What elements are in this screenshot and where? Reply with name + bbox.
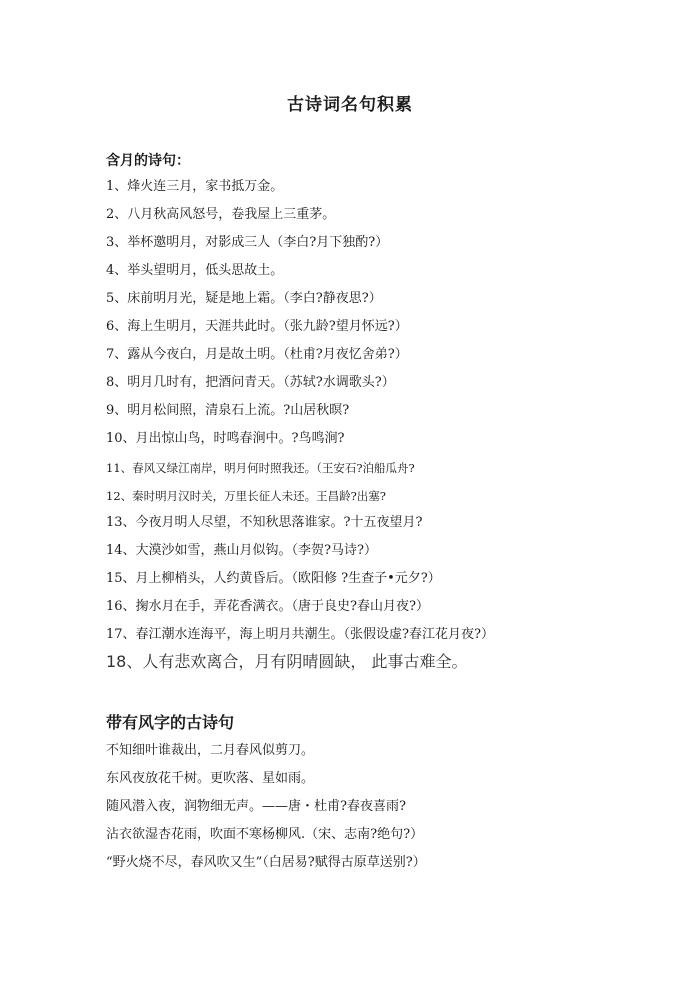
poem-line: 15、月上柳梢头，人约黄昏后。（欧阳修 ?生查子•元夕?）	[106, 571, 441, 586]
poem-line: 东风夜放花千树。更吹落、星如雨。	[106, 771, 315, 786]
poem-line: 5、床前明月光，疑是地上霜。（李白?静夜思?）	[106, 291, 382, 306]
poem-line: 16、掬水月在手，弄花香满衣。（唐于良史?春山月夜?）	[106, 599, 429, 614]
poem-line: 8、明月几时有，把酒问青天。（苏轼?水调歌头?）	[106, 375, 395, 390]
poem-line: 7、露从今夜白，月是故土明。（杜甫?月夜忆舍弟?）	[106, 347, 408, 362]
poem-line: 随风潜入夜，润物细无声。——唐・杜甫?春夜喜雨?	[106, 799, 406, 814]
poem-line: 11、春风又绿江南岸，明月何时照我还。（王安石?泊船瓜舟?	[106, 461, 415, 475]
poem-line: 2、八月秋高风怒号，卷我屋上三重茅。	[106, 207, 336, 222]
poem-line: 沾衣欲湿杏花雨，吹面不寒杨柳风.（宋、志南?绝句?）	[106, 827, 424, 842]
poem-line: 17、春江潮水连海平，海上明月共潮生。（张假设虚?春江花月夜?）	[106, 627, 494, 642]
poem-line: 不知细叶谁裁出，二月春风似剪刀。	[106, 743, 315, 758]
poem-line: 9、明月松间照，清泉石上流。?山居秋暝?	[106, 403, 350, 418]
poem-line: 14、大漠沙如雪，燕山月似钩。（李贺?马诗?）	[106, 543, 377, 558]
poem-line: 1、烽火连三月，家书抵万金。	[106, 179, 284, 194]
section-heading-wind: 带有风字的古诗句	[106, 713, 235, 732]
poem-line: 3、举杯邀明月，对影成三人（李白?月下独酌?）	[106, 235, 389, 250]
poem-line: 6、海上生明月，天涯共此时。（张九龄?望月怀远?）	[106, 319, 408, 334]
poem-line: 18、人有悲欢离合，月有阴晴圆缺， 此事古难全。	[106, 652, 468, 671]
poem-line: 4、举头望明月，低头思故土。	[106, 263, 284, 278]
poem-line: 12、秦时明月汉时关，万里长征人未还。王昌龄?出塞?	[106, 489, 386, 503]
document-title: 古诗词名句积累	[287, 95, 413, 115]
poem-line: 10、月出惊山鸟，时鸣春涧中。?鸟鸣涧?	[106, 431, 345, 446]
section-heading-moon: 含月的诗句：	[106, 153, 190, 169]
poem-line: 13、今夜月明人尽望，不知秋思落谁家。?十五夜望月?	[106, 515, 423, 530]
poem-line: “野火烧不尽，春风吹又生”（白居易?赋得古原草送别?）	[106, 855, 426, 870]
